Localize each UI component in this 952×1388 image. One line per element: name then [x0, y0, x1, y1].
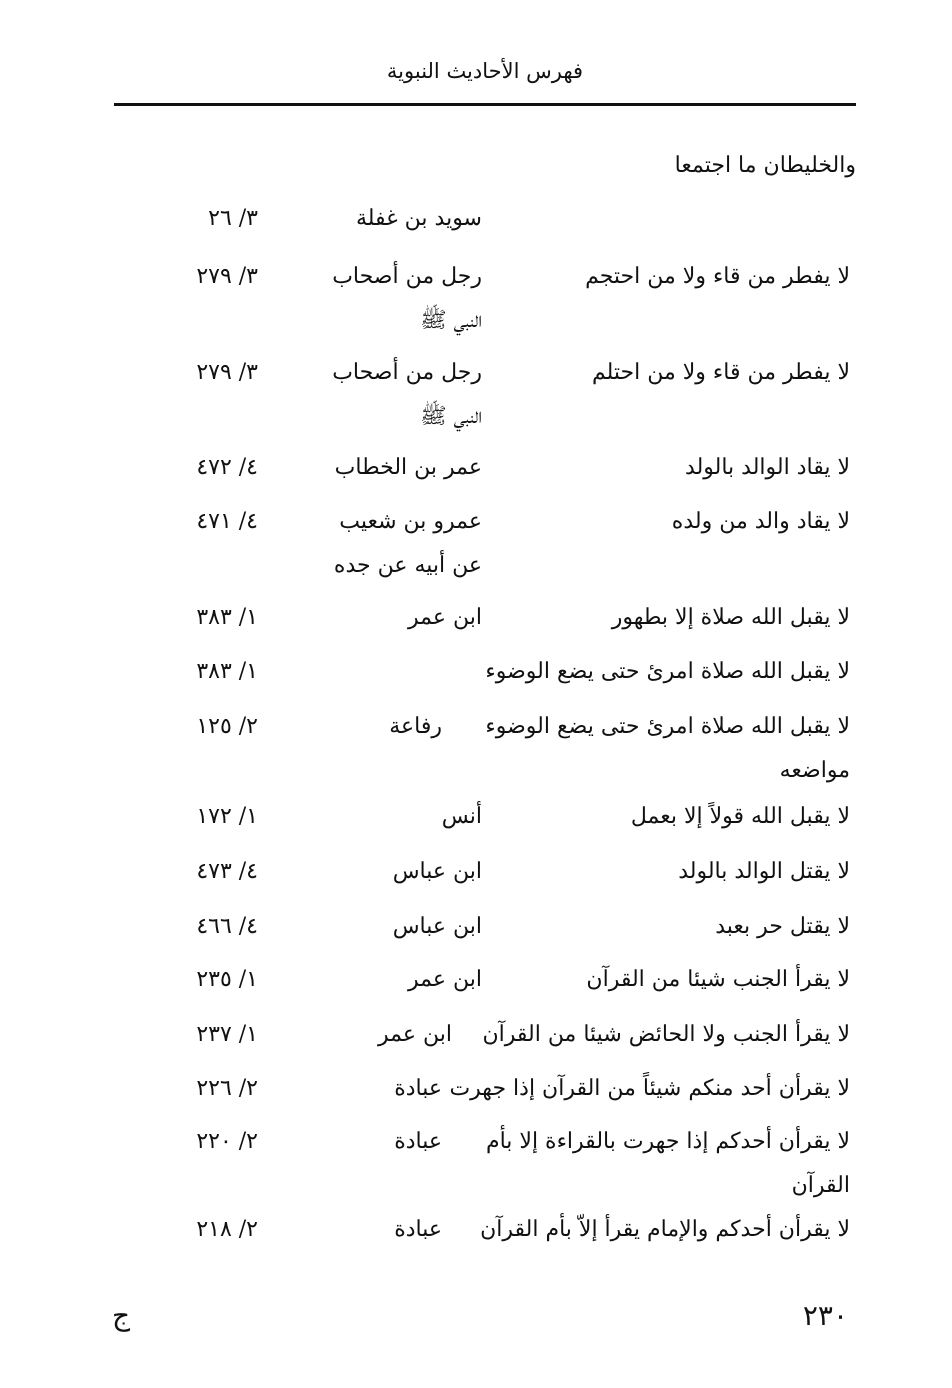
narrator: رجل من أصحاب النبي ﷺ: [332, 360, 482, 429]
narrator: سويد بن غفلة: [355, 206, 482, 231]
volume-page-reference: ٤/ ٤٦٦: [196, 914, 258, 939]
running-header-title: فهرس الأحاديث النبوية: [386, 59, 584, 83]
hadith-text: لا يقبل الله قولاً إلا بعمل: [630, 804, 850, 829]
volume-page-reference: ٣/ ٢٦: [208, 206, 258, 231]
narrator: رجل من أصحاب النبي ﷺ: [332, 264, 482, 333]
hadith-text: لا يقاد والد من ولده: [671, 509, 850, 534]
hadith-text: لا يفطر من قاء ولا من احتجم: [585, 264, 850, 289]
volume-page-reference: ٢/ ٢٢٦: [196, 1076, 258, 1101]
hadith-text: لا يقرأن أحدكم إذا جهرت بالقراءة إلا بأم القرآن: [485, 1129, 850, 1198]
hadith-text: لا يقرأن أحد منكم شيئاً من القرآن إذا جهرت: [449, 1076, 850, 1101]
narrator: عبادة: [394, 1076, 442, 1101]
volume-page-reference: ١/ ٢٣٥: [196, 967, 258, 992]
volume-page-reference: ١/ ٣٨٣: [196, 605, 258, 630]
volume-page-reference: ٢/ ٢١٨: [196, 1217, 258, 1242]
volume-page-reference: ٣/ ٢٧٩: [196, 360, 258, 385]
narrator: عبادة: [394, 1129, 442, 1154]
narrator: رفاعة: [389, 714, 442, 739]
volume-page-reference: ١/ ١٧٢: [196, 804, 258, 829]
narrator: أنس: [441, 804, 482, 829]
narrator: عمرو بن شعيب عن أبيه عن جده: [333, 509, 482, 578]
narrator: ابن عمر: [378, 1022, 452, 1047]
hadith-text: لا يقرأ الجنب شيئا من القرآن: [586, 967, 850, 992]
header-rule: [114, 103, 856, 106]
volume-page-reference: ١/ ٢٣٧: [196, 1022, 258, 1047]
narrator: ابن عمر: [408, 967, 482, 992]
hadith-text: لا يقبل الله صلاة امرئ حتى يضع الوضوء: [485, 659, 850, 684]
hadith-text: لا يقتل الوالد بالولد: [678, 859, 850, 884]
narrator: ابن عباس: [392, 859, 482, 884]
hadith-text: لا يفطر من قاء ولا من احتلم: [591, 360, 850, 385]
hadith-text: لا يقرأ الجنب ولا الحائض شيئا من القرآن: [482, 1022, 850, 1047]
signature-mark: ج: [111, 1299, 131, 1332]
narrator: عمر بن الخطاب: [334, 455, 482, 480]
volume-page-reference: ٤/ ٤٧١: [196, 509, 258, 534]
volume-page-reference: ٣/ ٢٧٩: [196, 264, 258, 289]
narrator: عبادة: [394, 1217, 442, 1242]
hadith-text: لا يقبل الله صلاة امرئ حتى يضع الوضوء مواضعه: [485, 714, 850, 783]
narrator: ابن عباس: [392, 914, 482, 939]
hadith-text: لا يقتل حر بعبد: [715, 914, 850, 939]
narrator: ابن عمر: [408, 605, 482, 630]
hadith-text: لا يقاد الوالد بالولد: [685, 455, 850, 480]
continued-hadith-text: والخليطان ما اجتمعا: [674, 153, 856, 178]
hadith-text: لا يقرأن أحدكم والإمام يقرأ إلاّ بأم القرآن: [480, 1217, 850, 1242]
volume-page-reference: ٢/ ٢٢٠: [196, 1129, 258, 1154]
volume-page-reference: ٢/ ١٢٥: [196, 714, 258, 739]
hadith-text: لا يقبل الله صلاة إلا بطهور: [611, 605, 850, 630]
volume-page-reference: ٤/ ٤٧٢: [196, 455, 258, 480]
page-number: ٢٣٠: [802, 1299, 848, 1332]
volume-page-reference: ٤/ ٤٧٣: [196, 859, 258, 884]
volume-page-reference: ١/ ٣٨٣: [196, 659, 258, 684]
